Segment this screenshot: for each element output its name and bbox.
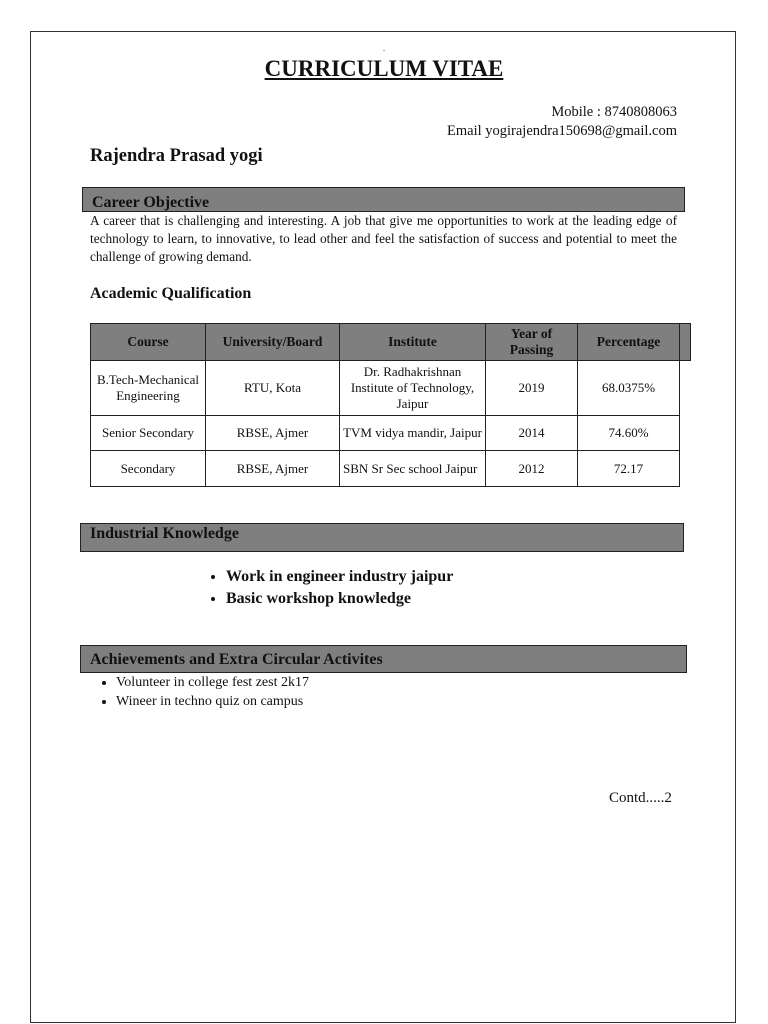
cell-percentage: 74.60% bbox=[578, 416, 680, 451]
cell-course: Secondary bbox=[91, 451, 206, 487]
cell-institute: SBN Sr Sec school Jaipur bbox=[340, 451, 486, 487]
cell-spacer bbox=[680, 451, 691, 487]
cell-percentage: 68.0375% bbox=[578, 361, 680, 416]
dot-mark: . bbox=[383, 44, 385, 53]
cell-spacer bbox=[680, 416, 691, 451]
list-item: • Volunteer in college fest zest 2k17 bbox=[116, 673, 309, 692]
column-header-spacer bbox=[680, 324, 691, 361]
cell-university: RBSE, Ajmer bbox=[206, 451, 340, 487]
cell-university: RBSE, Ajmer bbox=[206, 416, 340, 451]
cell-institute: Dr. Radhakrishnan Institute of Technology, Jaipur bbox=[340, 361, 486, 416]
academic-qualification-heading: Academic Qualification bbox=[90, 285, 252, 302]
table-row bbox=[91, 361, 691, 416]
career-objective-heading: Career Objective bbox=[82, 187, 685, 212]
list-item: • Work in engineer industry jaipur bbox=[226, 566, 453, 588]
cell-university: RTU, Kota bbox=[206, 361, 340, 416]
table-row bbox=[91, 416, 691, 451]
cell-year: 2012 bbox=[486, 451, 578, 487]
table-row bbox=[91, 451, 691, 487]
achievements-heading: Achievements and Extra Circular Activites bbox=[80, 645, 687, 673]
career-objective-text: A career that is challenging and interesting. A job that give me opportunities to work at the leading edge of technology to learn, to innovative, to lead other and feel the satisfaction of success and potential to meet the challenge of growing demand. bbox=[90, 213, 677, 264]
column-header-institute: Institute bbox=[340, 324, 486, 361]
column-header-year: Year of Passing bbox=[486, 324, 578, 361]
cell-year: 2014 bbox=[486, 416, 578, 451]
table-header-row bbox=[91, 324, 691, 361]
page-title: CURRICULUM VITAE bbox=[264, 56, 504, 81]
achievements-list bbox=[70, 673, 309, 711]
cell-year: 2019 bbox=[486, 361, 578, 416]
column-header-percentage: Percentage bbox=[578, 324, 680, 361]
industrial-knowledge-list bbox=[180, 566, 453, 610]
column-header-course: Course bbox=[91, 324, 206, 361]
candidate-name: Rajendra Prasad yogi bbox=[90, 146, 263, 166]
column-header-university: University/Board bbox=[206, 324, 340, 361]
cell-percentage: 72.17 bbox=[578, 451, 680, 487]
cell-course: B.Tech-Mechanical Engineering bbox=[91, 361, 206, 416]
mobile-number: Mobile : 8740808063 bbox=[551, 104, 677, 120]
cell-spacer bbox=[680, 361, 691, 416]
list-item: • Wineer in techno quiz on campus bbox=[116, 692, 309, 711]
cell-institute: TVM vidya mandir, Jaipur bbox=[340, 416, 486, 451]
continued-note: Contd.....2 bbox=[609, 790, 672, 806]
academic-table bbox=[90, 323, 691, 487]
email-address: Email yogirajendra150698@gmail.com bbox=[447, 123, 677, 139]
industrial-knowledge-heading: Industrial Knowledge bbox=[80, 523, 684, 552]
cell-course: Senior Secondary bbox=[91, 416, 206, 451]
list-item: • Basic workshop knowledge bbox=[226, 588, 453, 610]
